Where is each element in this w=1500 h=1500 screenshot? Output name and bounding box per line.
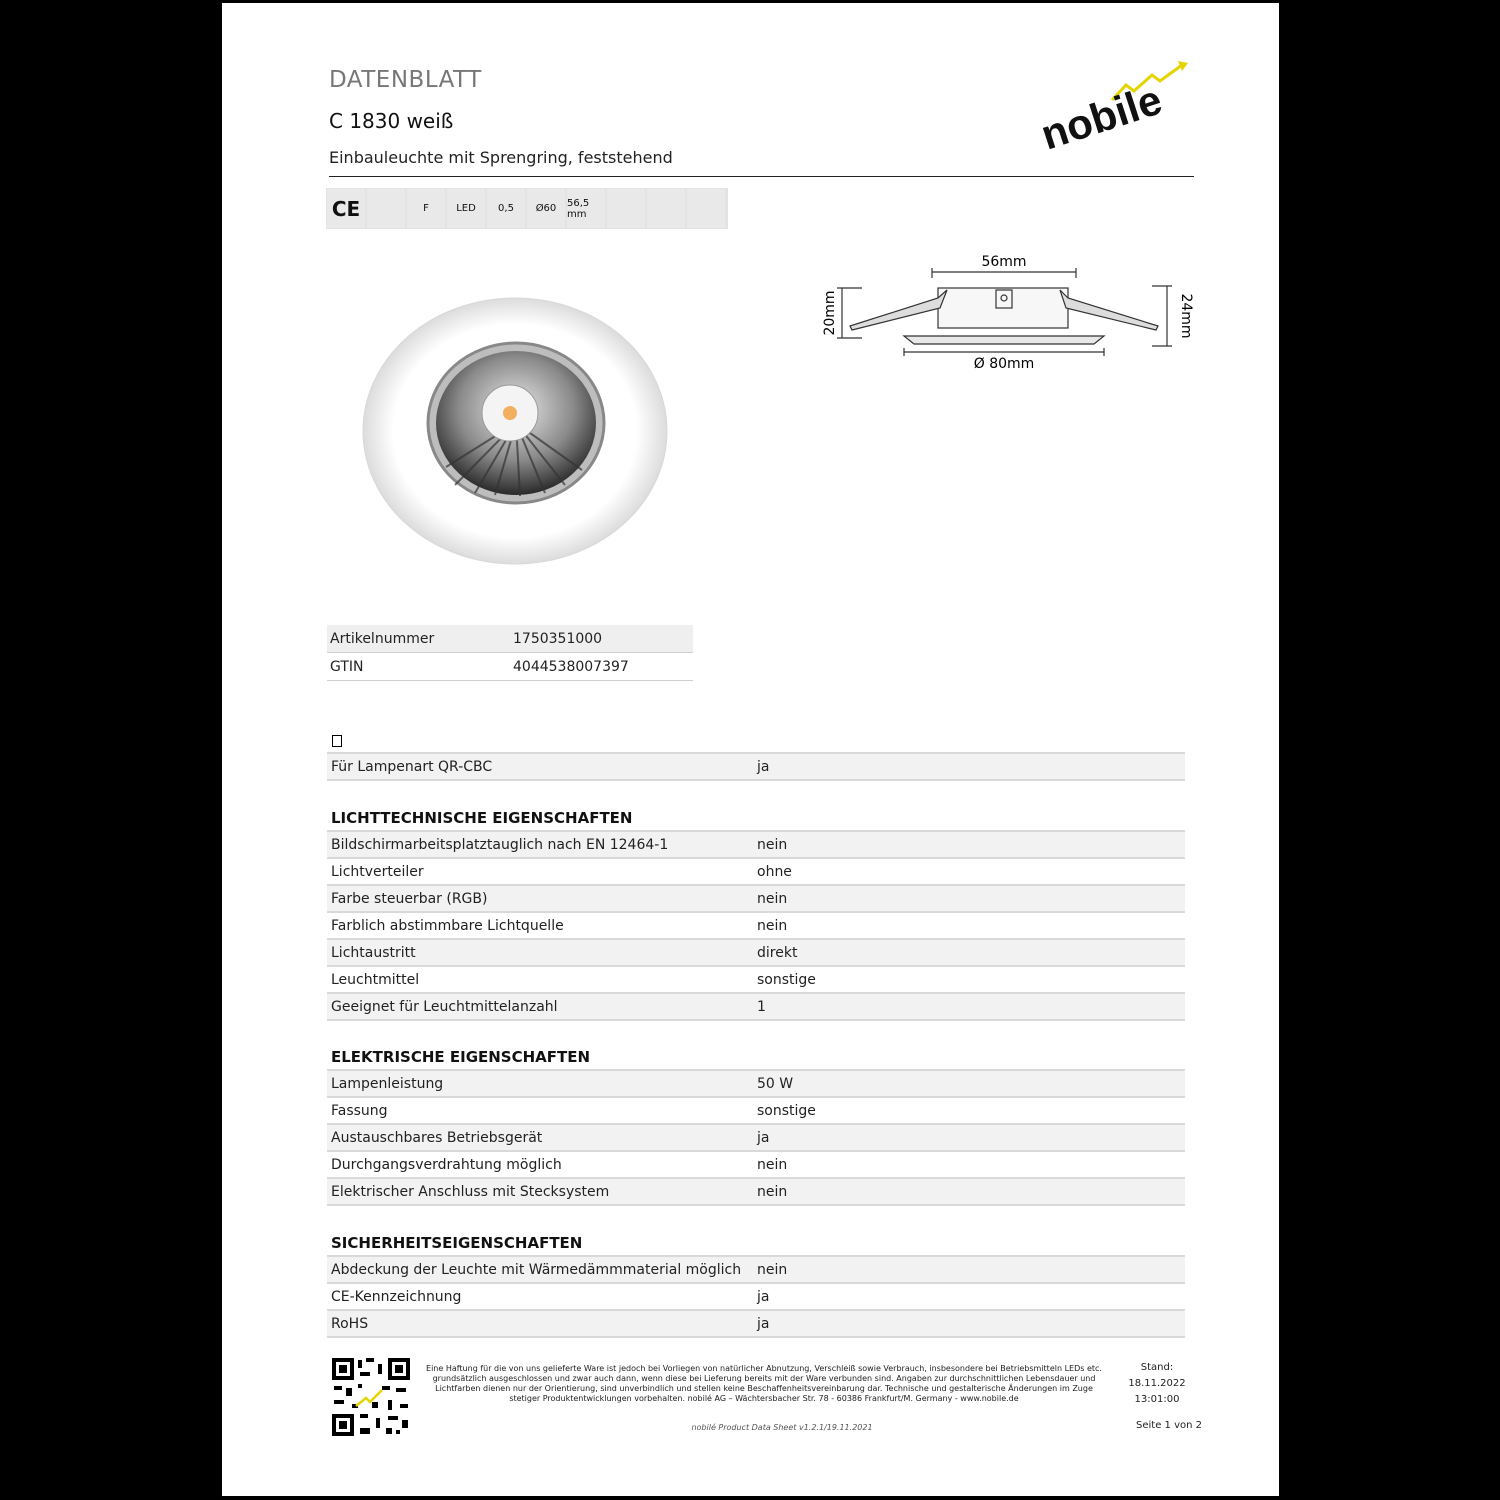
property-label: Fassung [331,1102,388,1119]
certification-icon-strip [326,188,728,229]
table-row [327,1257,1185,1284]
property-label: Elektrischer Anschluss mit Stecksystem [331,1183,610,1200]
table-row [327,886,1185,913]
table-row [327,1152,1185,1179]
property-label: Abdeckung der Leuchte mit Wärmedämmmaterial möglich [331,1261,742,1278]
table-row [327,1284,1185,1311]
section-title: SICHERHEITSEIGENSCHAFTEN [327,1231,1185,1257]
indoor-icon [687,189,725,228]
cutout-icon: Ø60 [527,189,565,228]
product-name: C 1830 weiß [329,109,454,133]
dimension-height-left: 20mm [822,290,838,336]
property-value: 1 [757,998,766,1015]
no-cover-icon [647,189,685,228]
section-elektrisch [327,1045,1185,1206]
property-label: Leuchtmittel [331,971,420,988]
section-title: ELEKTRISCHE EIGENSCHAFTEN [327,1045,1185,1071]
distance-icon: 0,5 [487,189,525,228]
product-description: Einbauleuchte mit Sprengring, feststehend [329,148,673,167]
property-value: nein [757,836,788,853]
property-value: 50 W [757,1075,794,1092]
stand-time: 13:01:00 [1134,1394,1180,1405]
property-value: ja [757,1288,770,1305]
table-row [327,940,1185,967]
dimension-diameter: Ø 80mm [973,356,1035,372]
property-value: sonstige [757,971,816,988]
property-value: nein [757,917,788,934]
stand-date: 18.11.2022 [1128,1378,1186,1389]
section-lichttechnisch [327,806,1185,1021]
property-value: nein [757,1183,788,1200]
table-row [327,1179,1185,1206]
datasheet-page [222,3,1279,1496]
header-divider [329,176,1194,177]
table-row: Artikelnummer 1750351000 [327,625,693,653]
electrician-icon [607,189,645,228]
page-indicator: Seite 1 von 2 [1136,1420,1202,1431]
stand-label: Stand: [1140,1362,1174,1373]
table-row: GTIN 4044538007397 [327,653,693,681]
identification-table [327,625,693,681]
table-row: Für Lampenart QR-CBC ja [327,752,1185,781]
section-sicherheit [327,1231,1185,1338]
dimension-height-right: 24mm [1178,293,1194,339]
property-label: Lampenleistung [331,1075,444,1092]
table-row [327,1071,1185,1098]
property-value: nein [757,1261,788,1278]
property-label: CE-Kennzeichnung [331,1288,462,1305]
property-value: sonstige [757,1102,816,1119]
version-text: nobilé Product Data Sheet v1.2.1/19.11.2021 [691,1423,873,1432]
property-label: Austauschbares Betriebsgerät [331,1129,543,1146]
dimension-width: 56mm [981,254,1027,270]
property-label: Farblich abstimmbare Lichtquelle [331,917,564,934]
table-row [327,913,1185,940]
led-icon: LED [447,189,485,228]
empty-checkbox-glyph [332,735,342,747]
table-row [327,832,1185,859]
stand-block [1112,1360,1202,1408]
property-label: Geeignet für Leuchtmittelanzahl [331,998,558,1015]
mounting-surface-icon [367,189,405,228]
table-row [327,1311,1185,1338]
property-label: Farbe steuerbar (RGB) [331,890,488,907]
table-row [327,1098,1185,1125]
f-mark-icon: F [407,189,445,228]
nobile-logo [1035,55,1197,160]
section-title: LICHTTECHNISCHE EIGENSCHAFTEN [327,806,1185,832]
table-row [327,859,1185,886]
logo-wordmark: nobile [1035,75,1168,159]
property-label: Lichtverteiler [331,863,424,880]
property-label: Bildschirmarbeitsplatztauglich nach EN 12464-1 [331,836,669,853]
product-photo [360,295,670,567]
table-row [327,994,1185,1021]
table-row [327,967,1185,994]
property-label: Durchgangsverdrahtung möglich [331,1156,562,1173]
property-value: ohne [757,863,792,880]
document-label: DATENBLATT [329,67,482,93]
height-icon: 56,5 mm [567,189,605,228]
property-value: nein [757,1156,788,1173]
property-value: nein [757,890,788,907]
property-label: Lichtaustritt [331,944,416,961]
property-label: RoHS [331,1315,369,1332]
property-value: ja [757,1315,770,1332]
property-value: ja [757,1129,770,1146]
table-row [327,1125,1185,1152]
general-table [327,752,1185,781]
ce-mark-icon: CE [327,189,365,228]
dimension-drawing [812,248,1192,378]
property-value: direkt [757,944,798,961]
disclaimer-text: Eine Haftung für die von uns gelieferte Ware ist jedoch bei Vorliegen von natürlicher Abnutzung, Verschleiß sowie Verbrauch, insbesondere bei Betriebsmitteln LEDs etc. grundsätzlich ausgeschlossen und zwar auch dann, wenn diese bei Lieferung bereits mit der Ware verbunden sind. Angaben zur durchschnittlichen Lebensdauer und Lichtfarben dienen nur der Orientierung, sind unverbindlich und stellen keine Beschaffenheitsvereinbarung dar. Technische und gestalterische Änderungen im Zuge stetiger Produktentwicklungen vorbehalten. nobilé AG – Wächtersbacher Str. 78 - 60386 Frankfurt/M. Germany - www.nobile.de [426,1364,1102,1403]
qr-code [332,1358,410,1436]
